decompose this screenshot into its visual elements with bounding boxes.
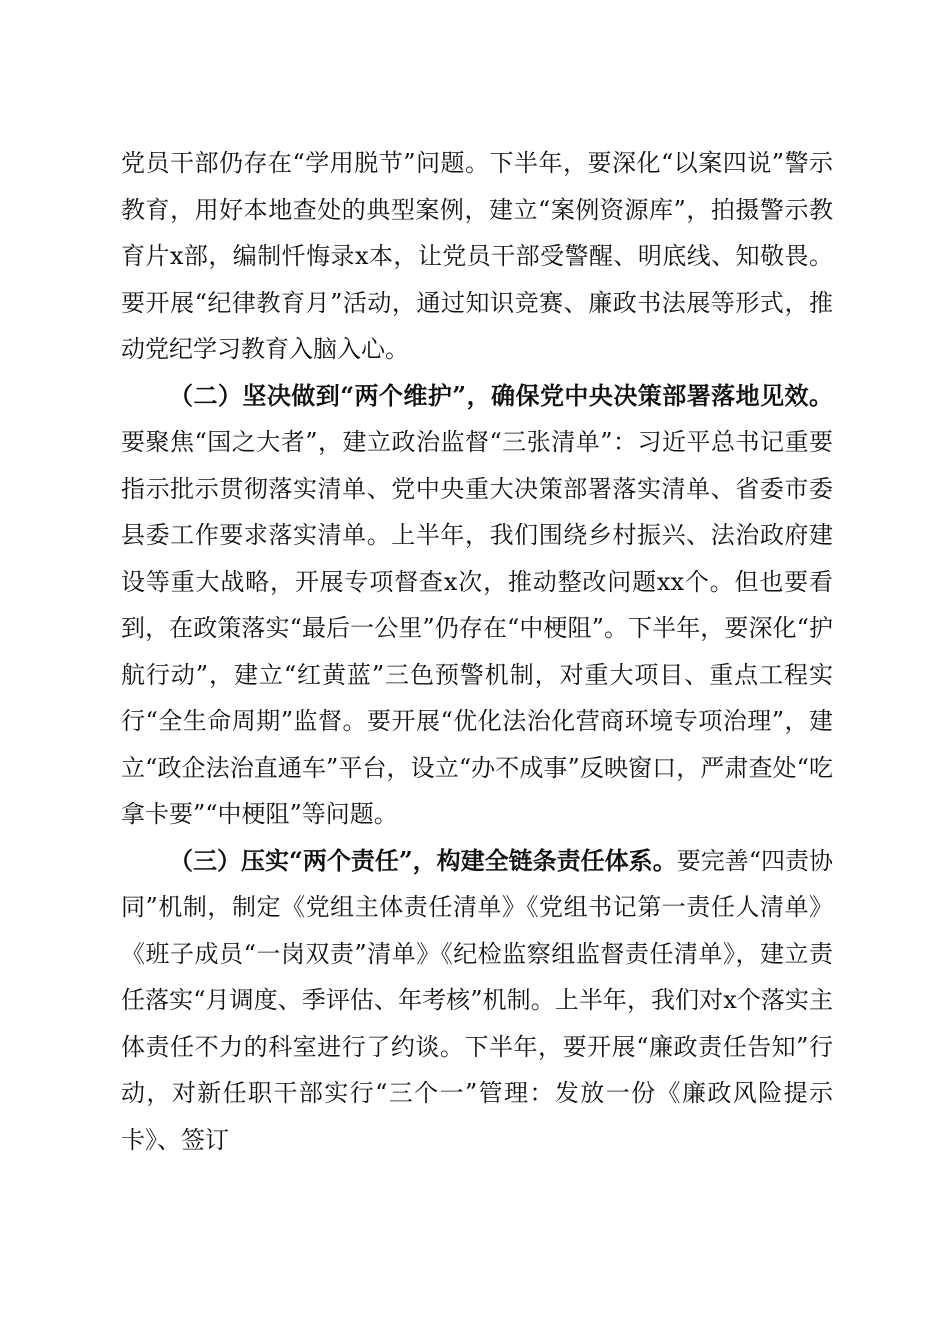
paragraph-section-two: [121, 373, 833, 838]
paragraph-continuation: [121, 140, 833, 373]
section-heading: （三）压实“两个责任”，构建全链条责任体系。: [169, 845, 677, 875]
section-heading: （二）坚决做到“两个维护”，确保党中央决策部署落地见效。: [169, 380, 833, 410]
paragraph-text: 要完善“四责协同”机制，制定《党组主体责任清单》《党组书记第一责任人清单》《班子成员“一岗双责”清单》《纪检监察组监督责任清单》，建立责任落实“月调度、季评估、年考核”机制。上半年，我们对x个落实主体责任不力的科室进行了约谈。下半年，要开展“廉政责任告知”行动，对新任职干部实行“三个一”管理：发放一份《廉政风险提示卡》、签订: [121, 846, 833, 1154]
paragraph-section-three: [121, 838, 833, 1164]
document-body: [121, 140, 833, 1163]
paragraph-text: 要聚焦“国之大者”，建立政治监督“三张清单”：习近平总书记重要指示批示贯彻落实清单、党中央重大决策部署落实清单、省委市委县委工作要求落实清单。上半年，我们围绕乡村振兴、法治政府建设等重大战略，开展专项督查x次，推动整改问题xx个。但也要看到，在政策落实“最后一公里”仍存在“中梗阻”。下半年，要深化“护航行动”，建立“红黄蓝”三色预警机制，对重大项目、重点工程实行“全生命周期”监督。要开展“优化法治化营商环境专项治理”，建立“政企法治直通车”平台，设立“办不成事”反映窗口，严肃查处“吃拿卡要”“中梗阻”等问题。: [121, 428, 833, 828]
paragraph-text: 党员干部仍存在“学用脱节”问题。下半年，要深化“以案四说”警示教育，用好本地查处的典型案例，建立“案例资源库”，拍摄警示教育片x部，编制忏悔录x本，让党员干部受警醒、明底线、知敬畏。要开展“纪律教育月”活动，通过知识竞赛、廉政书法展等形式，推动党纪学习教育入脑入心。: [121, 149, 833, 363]
